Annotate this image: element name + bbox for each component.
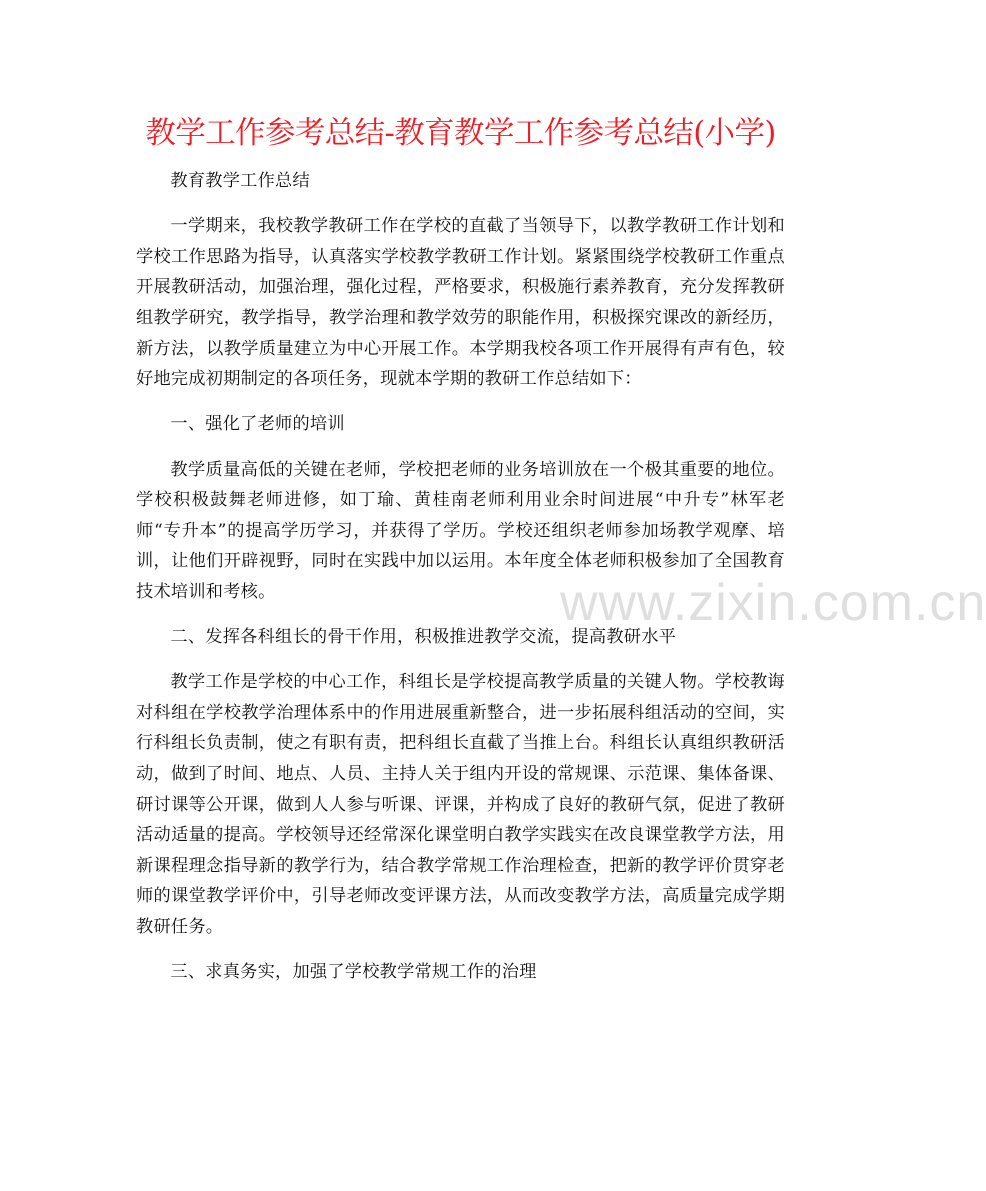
paragraph-intro: 一学期来，我校教学教研工作在学校的直截了当领导下，以教学教研工作计划和学校工作思路为指导，认真落实学校教学教研工作计划。紧紧围绕学校教研工作重点开展教研活动，加强治理，强化过程，严格要求，积极施行素养教育，充分发挥教研组教学研究，教学指导，教学治理和教学效劳的职能作用，积极探究课改的新经历，新方法，以教学质量建立为中心开展工作。本学期我校各项工作开展得有声有色，较好地完成初期制定的各项任务，现就本学期的教研工作总结如下： <box>136 216 785 390</box>
paragraph-section-2: 教学工作是学校的中心工作，科组长是学校提高教学质量的关键人物。学校教诲对科组在学校教学治理体系中的作用进展重新整合，进一步拓展科组活动的空间，实行科组长负责制，使之有职有责，把科组长直截了当推上台。科组长认真组织教研活动，做到了时间、地点、人员、主持人关于组内开设的常规课、示范课、集体备课、研讨课等公开课，做到人人参与听课、评课，并构成了良好的教研气氛，促进了教研活动适量的提高。学校领导还经常深化课堂明白教学实践实在改良课堂教学方法，用新课程理念指导新的教学行为，结合教学常规工作治理检查，把新的教学评价贯穿老师的课堂教学评价中，引导老师改变评课方法，从而改变教学方法，高质量完成学期教研任务。 <box>136 672 785 938</box>
watermark: www.zixin.com.cn <box>560 574 986 632</box>
paragraph-heading-summary: 教育教学工作总结 <box>170 171 310 191</box>
document-title: 教学工作参考总结-教育教学工作参考总结(小学) <box>145 116 776 151</box>
section-heading-2: 二、发挥各科组长的骨干作用，积极推进教学交流，提高教研水平 <box>170 627 677 648</box>
section-heading-1: 一、强化了老师的培训 <box>170 414 345 435</box>
paragraph-section-1: 教学质量高低的关键在老师，学校把老师的业务培训放在一个极其重要的地位。学校积极鼓舞老师进修，如丁瑜、黄桂南老师利用业余时间进展“中升专”林军老师“专升本”的提高学历学习，并获得了学历。学校还组织老师参加场教学观摩、培训，让他们开辟视野，同时在实践中加以运用。本年度全体老师积极参加了全国教育技术培训和考核。 <box>136 459 785 602</box>
section-heading-3: 三、求真务实，加强了学校教学常规工作的治理 <box>170 962 537 983</box>
